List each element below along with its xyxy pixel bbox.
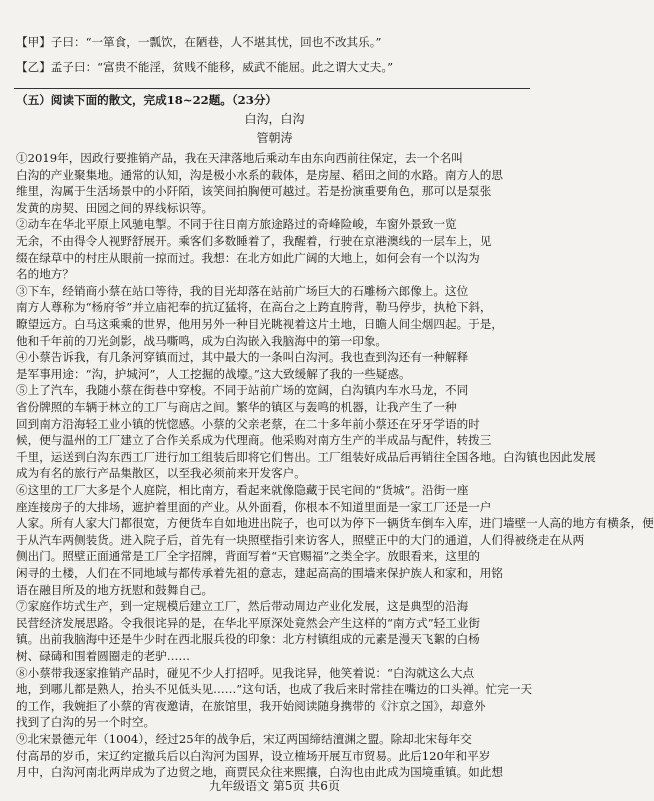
essay-title: 白沟，白沟 bbox=[244, 112, 305, 126]
essay-line: 付高昂的岁币，宋辽约定撤兵后以白沟河为国界，设立榷场开展互市贸易。此后120年和平岁 bbox=[16, 748, 491, 763]
essay-line: 无余，不由得令人视野舒展开。乘客们多数睡着了，我醒着，行驶在京港澳线的一层车上，见 bbox=[16, 234, 492, 248]
section-divider bbox=[14, 88, 530, 89]
essay-line: 地，到哪儿都是熟人，抬头不见低头见……”这句话，也成了我后来时常挂在嘴边的口头禅。忙完一天 bbox=[16, 682, 533, 697]
essay-line: 侧出门。照壁正面通常是工厂全字招牌，背面写着“天官赐福”之类全字。放眼看来，这里的 bbox=[16, 549, 481, 564]
essay-line: 月中，白沟河南北两岸成为了边贸之地，商贾民众往来熙攘，白沟也由此成为国境重镇。如此想 bbox=[16, 765, 503, 780]
essay-line: ⑨北宋景德元年（1004），经过25年的战争后，宋辽两国缔结澶渊之盟。除却北宋每年交 bbox=[16, 732, 472, 746]
essay-author: 管朝涛 bbox=[256, 131, 293, 145]
essay-line: 人家。所有人家大门都很宽，方便货车自如地进出院子，也可以为停下一辆货车倒车入库，进门墙壁一人高的地方有横条，便 bbox=[16, 516, 654, 531]
essay-line: 成为有名的旅行产品集散区，以至我必须前来开发客户。 bbox=[16, 466, 306, 481]
essay-line: 维里，沟属于生活场景中的小阡陌，该笑间拍胸便可越过。若是扮演重要角色，那可以是泵张 bbox=[16, 184, 492, 199]
essay-line: 省份牌照的车辆于林立的工厂与商店之间。繁华的镇区与轰鸣的机器，让我产生了一种 bbox=[16, 400, 457, 414]
essay-line: 闲寻的土楼，人们在不同地域与都传承着先祖的意志，建起高高的围墙来保护族人和家和，用铭 bbox=[16, 566, 503, 580]
essay-line: 瞭望远方。白马这乘乘的世界，他用另外一种目光眺视着这片土地，日瞻人间尘烟四起。于是， bbox=[16, 317, 503, 331]
quote-jia: 【甲】子曰：“一箪食，一瓢饮，在陋巷，人不堪其忧，回也不改其乐。” bbox=[16, 35, 382, 49]
essay-line: 树、碌碡和围着圆圈走的老驴…… bbox=[16, 649, 190, 663]
essay-line: 他和千年前的刀光剑影，战马嘶鸣，成为白沟嵌入我脑海中的第一印象。 bbox=[16, 333, 388, 348]
essay-line: 千里，运送到白沟东西工厂进行加工组装后即将它们售出。工厂组装好成品后再销往全国各地。白沟镇也因此发展 bbox=[16, 449, 596, 464]
essay-line: ⑤上了汽车，我随小蔡在街巷中穿梭。不同于站前广场的宽阔，白沟镇内车水马龙，不同 bbox=[16, 383, 469, 398]
essay-line: 找到了白沟的另一个时空。 bbox=[16, 715, 156, 730]
essay-line: 缀在绿草中的村庄从眼前一掠而过。我想：在北方如此广阔的大地上，如何会有一个以沟为 bbox=[16, 250, 480, 265]
essay-line: ②动车在华北平原上风驰电掣。不同于往日南方旅途路过的奇峰险峻，车窗外景致一览 bbox=[16, 217, 457, 232]
essay-line: 民营经济发展思路。令我很诧异的是，在华北平原深处竟然会产生这样的“南方式”轻工业街 bbox=[16, 615, 481, 630]
essay-line: 于从汽车两侧装货。进入院子后，首先有一块照壁指引来访客人，照壁正中的大门的通道，人们得被绕走在从两 bbox=[16, 532, 585, 547]
essay-line: ④小蔡告诉我，有几条河穿镇而过，其中最大的一条叫白沟河。我也查到沟还有一种解释 bbox=[16, 350, 469, 365]
essay-line: 语在融目所及的地方抚慰和鼓舞自己。 bbox=[16, 582, 214, 597]
essay-line: 南方人尊称为“杨府爷”并立庙祀奉的抗辽猛将，在高台之上跨直胯背，勒马停步，执枪下斜， bbox=[16, 300, 492, 315]
essay-line: 的工作，我婉拒了小蔡的宵夜邀请，在旅馆里，我开始阅读随身携带的《汴京之国》，却意外 bbox=[16, 698, 486, 713]
essay-line: ⑥这里的工厂大多是个人庭院，相比南方，看起来就像隐藏于民宅间的“货城”。沿街一座 bbox=[16, 483, 469, 497]
page-footer: 九年级语文 第5页 共6页 bbox=[209, 779, 340, 793]
essay-line: 白沟的产业聚集地。通常的认知，沟是极小水系的载体，是房屋、稻田之间的水路。南方人的思 bbox=[16, 167, 503, 182]
essay-line: 发黄的房契、田园之间的界线标识等。 bbox=[16, 200, 214, 215]
essay-line: 座连接房子的大排场，遮护着里面的产业。从外面看，你根本不知道里面是一家工厂还是一户 bbox=[16, 499, 492, 514]
essay-line: 候，便与温州的工厂建立了合作关系成为代理商。他采购对南方生产的半成品与配件，转拨三 bbox=[16, 433, 492, 448]
section-heading: （五）阅读下面的散文，完成18~22题。（23分） bbox=[16, 93, 278, 107]
essay-line: ⑦家庭作坊式生产，到一定规模后建立工厂，然后带动周边产业化发展，这是典型的沿海 bbox=[16, 599, 469, 614]
essay-line: ③下车，经销商小蔡在站口等待，我的目光却落在站前广场巨大的石雕杨六郎像上。这位 bbox=[16, 283, 469, 298]
essay-line: 名的地方？ bbox=[16, 267, 74, 282]
essay-line: ①2019年，因政行要推销产品，我在天津落地后乘动车由东向西前往保定，去一个名叫 bbox=[16, 151, 463, 165]
essay-line: 是军事用途：“沟，护城河”，人工挖掘的战壕。”这大致缓解了我的一些疑惑。 bbox=[16, 366, 411, 381]
quote-yi: 【乙】孟子曰：“富贵不能淫，贫贱不能移，威武不能屈。此之谓大丈夫。” bbox=[16, 60, 394, 74]
essay-line: 镇。出前我脑海中还是牛少时在西北服兵役的印象：北方村镇组成的元素是漫天飞絮的白杨 bbox=[16, 632, 480, 647]
essay-line: ⑧小蔡带我逐家推销产品时，碰见不少人打招呼。见我诧异，他笑着说：“白沟就这么大点 bbox=[16, 665, 475, 680]
essay-line: 回到南方沿海轻工业小镇的恍惚感。小蔡的父亲老蔡，在二十多年前小蔡还在牙牙学语的时 bbox=[16, 416, 480, 431]
